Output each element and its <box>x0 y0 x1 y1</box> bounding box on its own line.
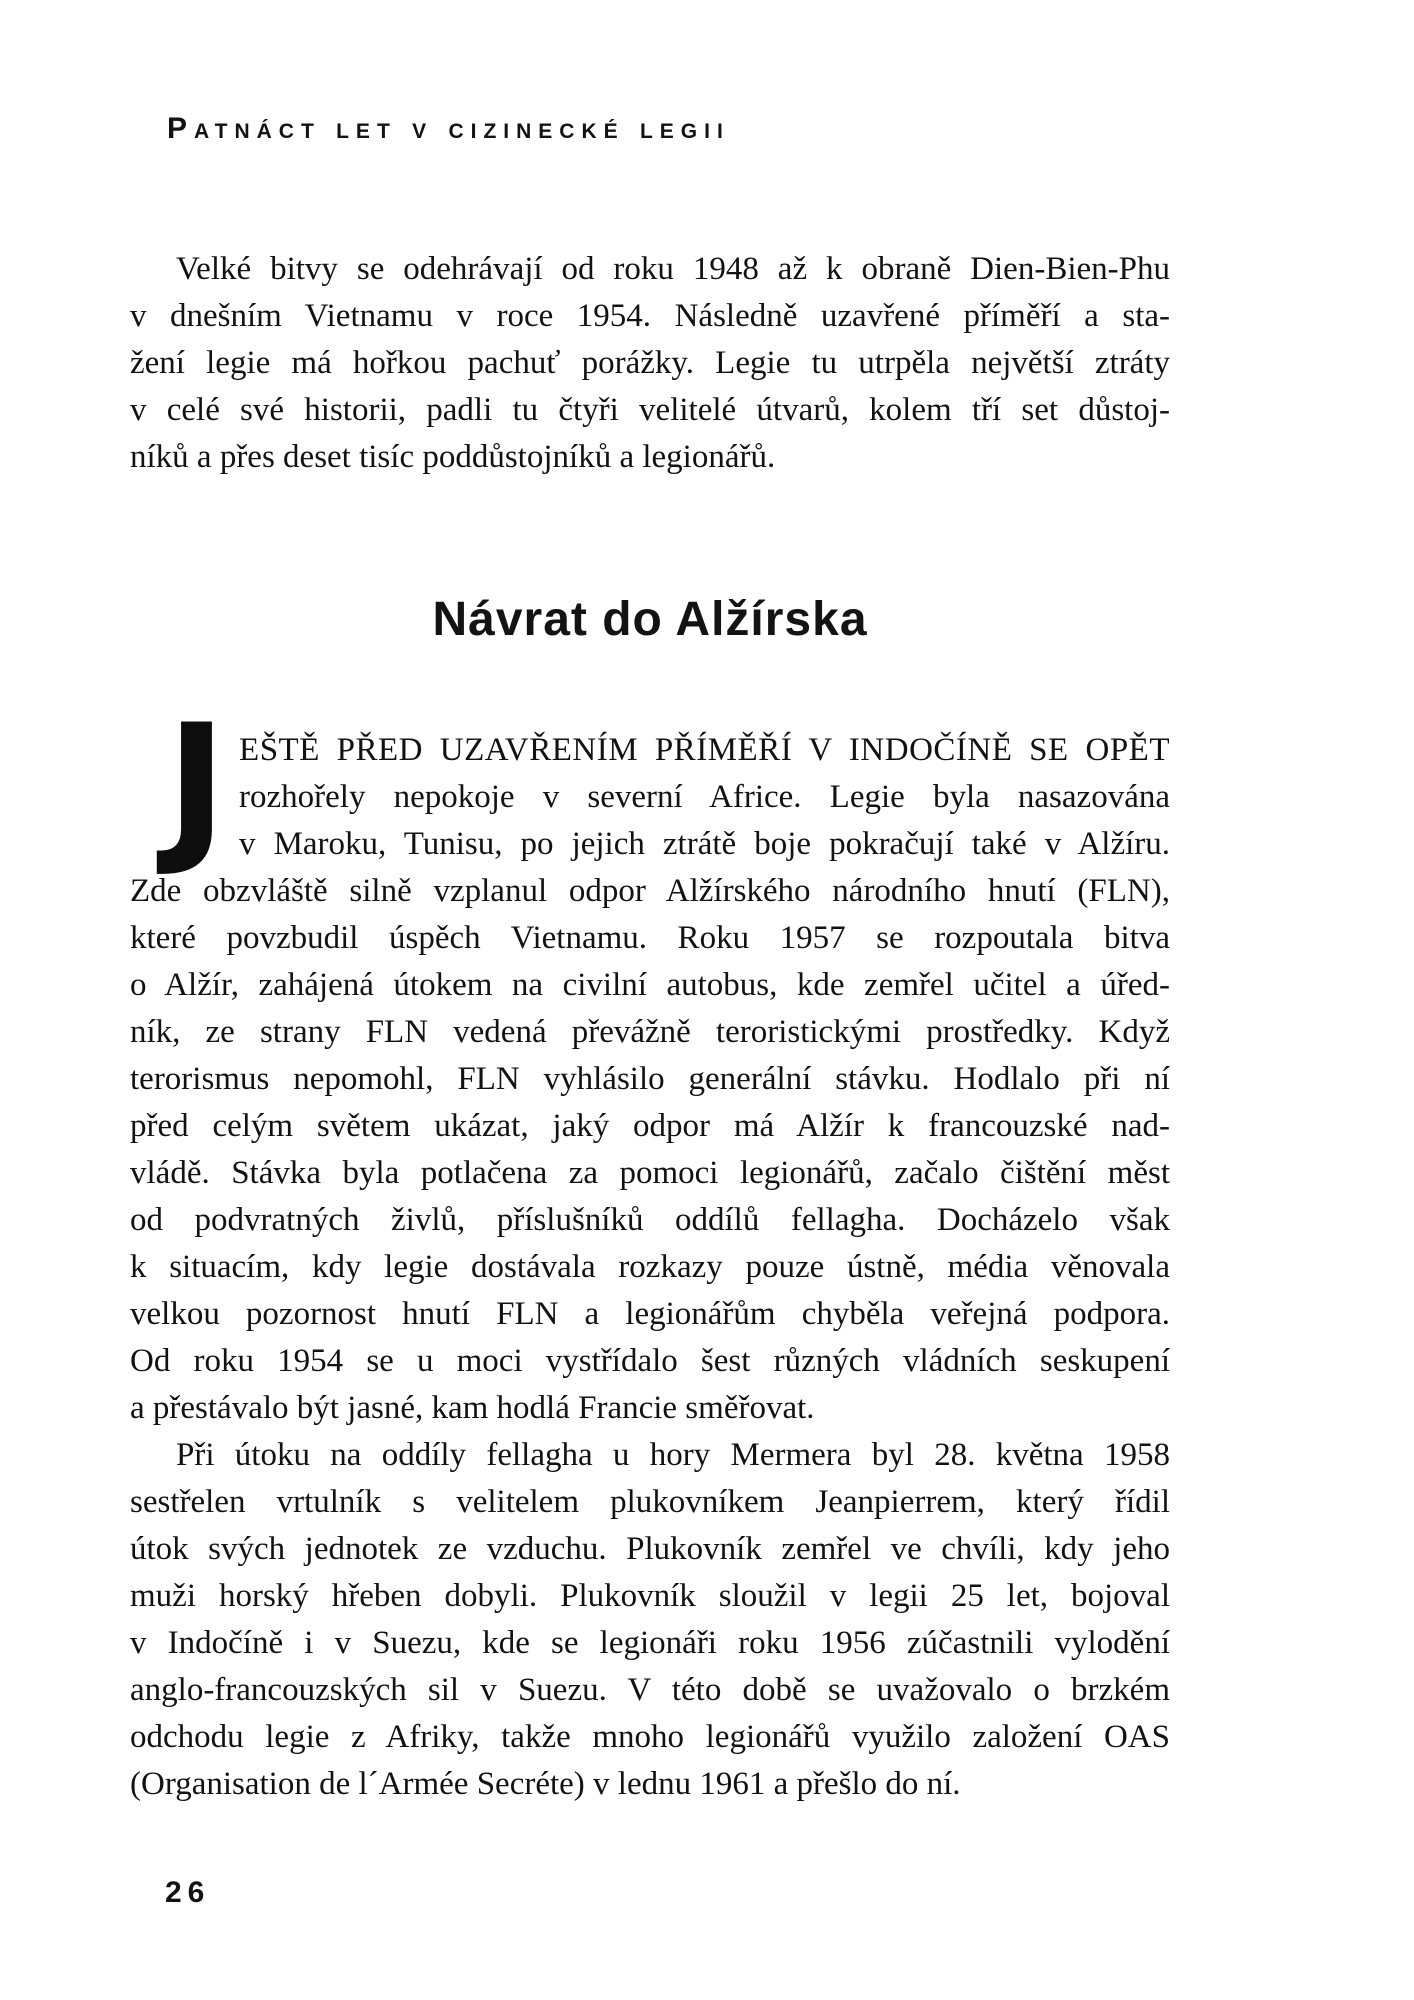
text-line: odchodu legie z Afriky, takže mnoho legionářů využilo založení OAS <box>130 1719 1170 1755</box>
text-line: o Alžír, zahájená útokem na civilní autobus, kde zemřel učitel a úřed- <box>130 967 1170 1003</box>
text-line: v Indočíně i v Suezu, kde se legionáři roku 1956 zúčastnili vylodění <box>130 1625 1170 1661</box>
drop-cap: J <box>166 689 228 880</box>
text-line: velkou pozornost hnutí FLN a legionářům chyběla veřejná podpora. <box>130 1296 1170 1332</box>
text-line: v dnešním Vietnamu v roce 1954. Následně uzavřené příměří a sta- <box>130 298 1170 334</box>
text-line: níků a přes deset tisíc poddůstojníků a legionářů. <box>130 439 776 475</box>
text-line: Při útoku na oddíly fellagha u hory Mermera byl 28. května 1958 <box>176 1437 1170 1473</box>
text-line: EŠTĚ PŘED UZAVŘENÍM PŘÍMĚŘÍ V INDOČÍNĚ SE OPĚT <box>239 732 1170 768</box>
section-paragraph-1 <box>130 689 1170 1432</box>
intro-paragraph <box>130 246 1170 481</box>
text-line: (Organisation de l´Armée Secréte) v lednu 1961 a přešlo do ní. <box>130 1766 961 1802</box>
text-line: anglo-francouzských sil v Suezu. V této době se uvažovalo o brzkém <box>130 1672 1170 1708</box>
text-line: k situacím, kdy legie dostávala rozkazy pouze ústně, média věnovala <box>130 1249 1170 1285</box>
text-line: a přestávalo být jasné, kam hodlá Francie směřovat. <box>130 1390 815 1426</box>
text-line: od podvratných živlů, příslušníků oddílů fellagha. Docházelo však <box>130 1202 1170 1238</box>
running-head: Patnáct let v cizinecké legii <box>167 112 730 145</box>
text-line: terorismus nepomohl, FLN vyhlásilo generální stávku. Hodlalo při ní <box>130 1061 1170 1097</box>
page-number: 26 <box>165 1876 211 1909</box>
text-line: v celé své historii, padli tu čtyři velitelé útvarů, kolem tří set důstoj- <box>130 392 1170 428</box>
text-line: žení legie má hořkou pachuť porážky. Legie tu utrpěla největší ztráty <box>130 345 1170 381</box>
text-line: Zde obzvláště silně vzplanul odpor Alžírského národního hnutí (FLN), <box>130 873 1170 909</box>
text-line: v Maroku, Tunisu, po jejich ztrátě boje pokračují také v Alžíru. <box>239 826 1170 862</box>
text-line: před celým světem ukázat, jaký odpor má Alžír k francouzské nad- <box>130 1108 1170 1144</box>
text-line: vládě. Stávka byla potlačena za pomoci legionářů, začalo čištění měst <box>130 1155 1170 1191</box>
text-line: ník, ze strany FLN vedená převážně teroristickými prostředky. Když <box>130 1014 1170 1050</box>
text-line: útok svých jednotek ze vzduchu. Plukovník zemřel ve chvíli, kdy jeho <box>130 1531 1170 1567</box>
text-line: sestřelen vrtulník s velitelem plukovníkem Jeanpierrem, který řídil <box>130 1484 1170 1520</box>
section-heading: Návrat do Alžírska <box>432 593 868 646</box>
text-line: muži horský hřeben dobyli. Plukovník sloužil v legii 25 let, bojoval <box>130 1578 1170 1614</box>
text-line: které povzbudil úspěch Vietnamu. Roku 1957 se rozpoutala bitva <box>130 920 1170 956</box>
section-body <box>130 689 1170 1808</box>
text-line: Velké bitvy se odehrávají od roku 1948 až k obraně Dien-Bien-Phu <box>176 251 1170 287</box>
text-line: rozhořely nepokoje v severní Africe. Legie byla nasazována <box>239 779 1170 815</box>
text-line: Od roku 1954 se u moci vystřídalo šest různých vládních seskupení <box>130 1343 1170 1379</box>
section-paragraph-2 <box>130 1432 1170 1808</box>
